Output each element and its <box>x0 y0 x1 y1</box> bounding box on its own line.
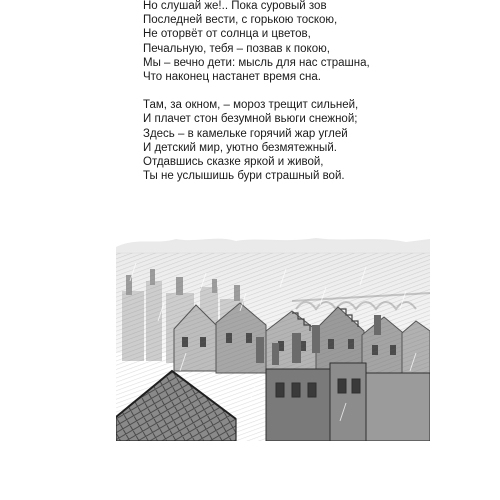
poem-line: И плачет стон безумной вьюги снежной; <box>143 113 358 126</box>
poem-line: И детский мир, уютно безмятежный. <box>143 141 337 154</box>
winter-rooftops-illustration <box>116 233 430 441</box>
poem-line: Но слушай же!.. Пока суровый зов <box>143 0 327 12</box>
foreground-buildings <box>266 363 430 441</box>
poem-line: Здесь – в камельке горячий жар углей <box>143 127 348 140</box>
poem-line: Не оторвёт от солнца и цветов, <box>143 28 311 41</box>
poem-line: Печальную, тебя – позвав к покою, <box>143 42 330 55</box>
poem-text <box>143 0 443 197</box>
poem-line: Там, за окном, – мороз трещит сильней, <box>143 99 359 112</box>
poem-stanza-2 <box>143 98 443 183</box>
poem-line: Последней вести, с горькою тоскою, <box>143 14 338 27</box>
poem-line: Мы – вечно дети: мысль для нас страшна, <box>143 56 370 69</box>
poem-stanza-1 <box>143 0 443 84</box>
poem-line: Ты не услышишь бури страшный вой. <box>143 170 345 183</box>
poem-line: Что наконец настанет время сна. <box>143 71 322 84</box>
poem-line: Отдавшись сказке яркой и живой, <box>143 156 324 169</box>
